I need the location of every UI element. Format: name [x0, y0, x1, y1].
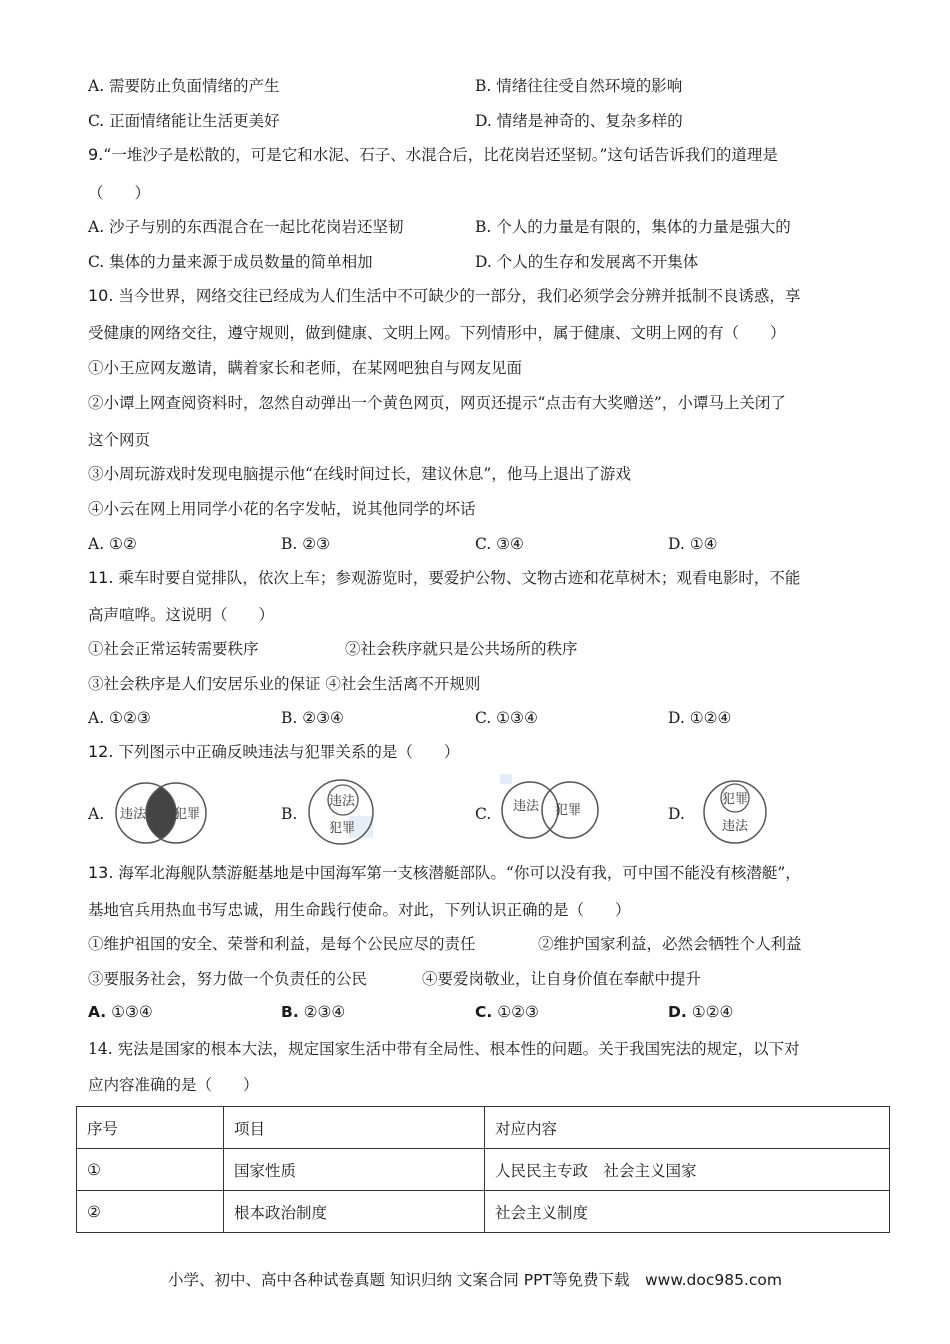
q13-option-b-letter: B.: [281, 1003, 299, 1021]
q11-statement-2: ②社会秩序就只是公共场所的秩序: [345, 640, 578, 658]
venn-d-label-weifa: 违法: [722, 819, 749, 834]
table-row: [77, 1149, 890, 1191]
q13-option-a-value: ①③④: [111, 1003, 153, 1021]
q10-option-d: D. ①④: [668, 535, 718, 553]
q12-diagram-b: [305, 776, 381, 846]
q12-diagram-a: [114, 780, 210, 846]
q10-option-c: C. ③④: [475, 535, 524, 553]
q9-option-a: A. 沙子与别的东西混合在一起比花岗岩还坚韧: [88, 218, 404, 236]
venn-c-label-weifa: 违法: [513, 799, 540, 814]
q13-option-d-value: ①②④: [691, 1003, 734, 1021]
q11-option-a: A. ①②③: [88, 709, 151, 727]
venn-d-label-fanzui: 犯罪: [722, 792, 749, 807]
q10-stem-line2: 受健康的网络交往，遵守规则，做到健康、文明上网。下列情形中，属于健康、文明上网的有（ ）: [88, 324, 786, 342]
q9-stem: [88, 145, 778, 165]
venn-b-label-weifa: 违法: [329, 794, 356, 809]
q11-statement-1: ①社会正常运转需要秩序: [88, 640, 259, 658]
table-header-cell: 项目: [224, 1107, 485, 1149]
q11-stem-line2: 高声喧哗。这说明（ ）: [88, 606, 275, 624]
q12-stem-text: 下列图示中正确反映违法与犯罪关系的是（ ）: [118, 743, 460, 761]
table-row: [77, 1191, 890, 1233]
constitution-table: [76, 1106, 890, 1233]
q10-statement-2b: 这个网页: [88, 431, 151, 449]
q12-diagram-d: [700, 776, 770, 846]
q13-option-b: [281, 1002, 345, 1022]
table-cell: 国家性质: [224, 1149, 485, 1191]
q13-statement-3: ③要服务社会，努力做一个负责任的公民: [88, 970, 368, 988]
table-cell: ①: [77, 1149, 224, 1191]
q13-option-c-letter: C.: [475, 1003, 493, 1021]
table-cell: 社会主义制度: [485, 1191, 890, 1233]
q10-number: 10.: [88, 286, 114, 305]
q10-option-a: A. ①②: [88, 535, 137, 553]
q13-statement-1: ①维护祖国的安全、荣誉和利益，是每个公民应尽的责任: [88, 935, 476, 953]
q13-option-a-letter: A.: [88, 1003, 107, 1021]
q13-statement-4: ④要爱岗敬业，让自身价值在奉献中提升: [422, 970, 702, 988]
q11-option-b: B. ②③④: [281, 709, 344, 727]
q10-statement-2a: ②小谭上网查阅资料时，忽然自动弹出一个黄色网页，网页还提示“点击有大奖赠送”，小谭马上关闭了: [88, 394, 786, 412]
q13-number: 13.: [88, 863, 114, 882]
table-header-row: [77, 1107, 890, 1149]
q10-option-b: B. ②③: [281, 535, 331, 553]
venn-a-label-fanzui: 犯罪: [174, 807, 201, 822]
q13-stem-text1: 海军北海舰队禁游艇基地是中国海军第一支核潜艇部队。“你可以没有我，可中国不能没有核潜艇”，: [118, 864, 801, 882]
q13-stem-line2: 基地官兵用热血书写忠诚，用生命践行使命。对此，下列认识正确的是（ ）: [88, 901, 631, 919]
q13-option-b-value: ②③④: [303, 1003, 346, 1021]
venn-b-label-fanzui: 犯罪: [329, 821, 356, 836]
q8-option-c: C. 正面情绪能让生活更美好: [88, 112, 280, 130]
q13-option-d: [668, 1002, 733, 1022]
venn-c-label-fanzui: 犯罪: [555, 803, 582, 818]
q9-number: 9.: [88, 145, 104, 164]
q13-option-c: [475, 1002, 539, 1022]
table-cell: 人民民主专政 社会主义国家: [485, 1149, 890, 1191]
q12-option-a-label: A.: [88, 805, 105, 823]
q13-statement-2: ②维护国家利益，必然会牺牲个人利益: [538, 935, 802, 953]
table-header-cell: 序号: [77, 1107, 224, 1149]
q10-statement-4: ④小云在网上用同学小花的名字发帖，说其他同学的坏话: [88, 500, 476, 518]
page-footer: 小学、初中、高中各种试卷真题 知识归纳 文案合同 PPT等免费下载 www.doc985.com: [168, 1271, 782, 1289]
q11-number: 11.: [88, 568, 114, 587]
table-cell: 根本政治制度: [224, 1191, 485, 1233]
q8-option-b: B. 情绪往往受自然环境的影响: [475, 77, 683, 95]
q11-stem-line1: [88, 568, 800, 588]
q10-statement-3: ③小周玩游戏时发现电脑提示他“在线时间过长，建议休息”，他马上退出了游戏: [88, 465, 631, 483]
table-cell: ②: [77, 1191, 224, 1233]
q9-option-c: C. 集体的力量来源于成员数量的简单相加: [88, 253, 373, 271]
q11-stem-text1: 乘车时要自觉排队，依次上车；参观游览时，要爱护公物、文物古迹和花草树木；观看电影时，不能: [118, 569, 801, 587]
q11-option-c: C. ①③④: [475, 709, 538, 727]
q8-option-d: D. 情绪是神奇的、复杂多样的: [475, 112, 683, 130]
q14-stem-line2: 应内容准确的是（ ）: [88, 1076, 259, 1094]
q13-option-d-letter: D.: [668, 1003, 687, 1021]
venn-a-label-weifa: 违法: [120, 807, 147, 822]
q12-number: 12.: [88, 742, 114, 761]
q11-statement-3-4: ③社会秩序是人们安居乐业的保证 ④社会生活离不开规则: [88, 675, 481, 693]
q14-stem-text1: 宪法是国家的根本大法，规定国家生活中带有全局性、根本性的问题。关于我国宪法的规定，以下对: [117, 1040, 800, 1058]
q9-bracket: （ ）: [88, 184, 151, 202]
q13-option-c-value: ①②③: [497, 1003, 539, 1021]
q14-stem-line1: [88, 1039, 800, 1059]
q10-statement-1: ①小王应网友邀请，瞒着家长和老师，在某网吧独自与网友见面: [88, 359, 523, 377]
q9-option-d: D. 个人的生存和发展离不开集体: [475, 253, 699, 271]
q10-stem-line1: [88, 286, 800, 306]
q12-option-d-label: D.: [668, 805, 685, 823]
q11-option-d: D. ①②④: [668, 709, 732, 727]
q14-number: 14.: [88, 1040, 113, 1058]
q10-stem-text1: 当今世界，网络交往已经成为人们生活中不可缺少的一部分，我们必须学会分辨并抵制不良诱惑，享: [118, 287, 801, 305]
q13-option-a: [88, 1002, 153, 1022]
q12-stem: [88, 742, 459, 762]
table-header-cell: 对应内容: [485, 1107, 890, 1149]
q12-diagram-c: [500, 774, 610, 844]
q12-option-c-label: C.: [475, 805, 492, 823]
q9-option-b: B. 个人的力量是有限的，集体的力量是强大的: [475, 218, 791, 236]
q13-stem-line1: [88, 863, 801, 883]
scan-artifact: [500, 774, 512, 784]
q9-stem-text: “一堆沙子是松散的，可是它和水泥、石子、水混合后，比花岗岩还坚韧。”这句话告诉我们的道理是: [103, 146, 778, 164]
q8-option-a: A. 需要防止负面情绪的产生: [88, 77, 280, 95]
q12-option-b-label: B.: [281, 805, 298, 823]
